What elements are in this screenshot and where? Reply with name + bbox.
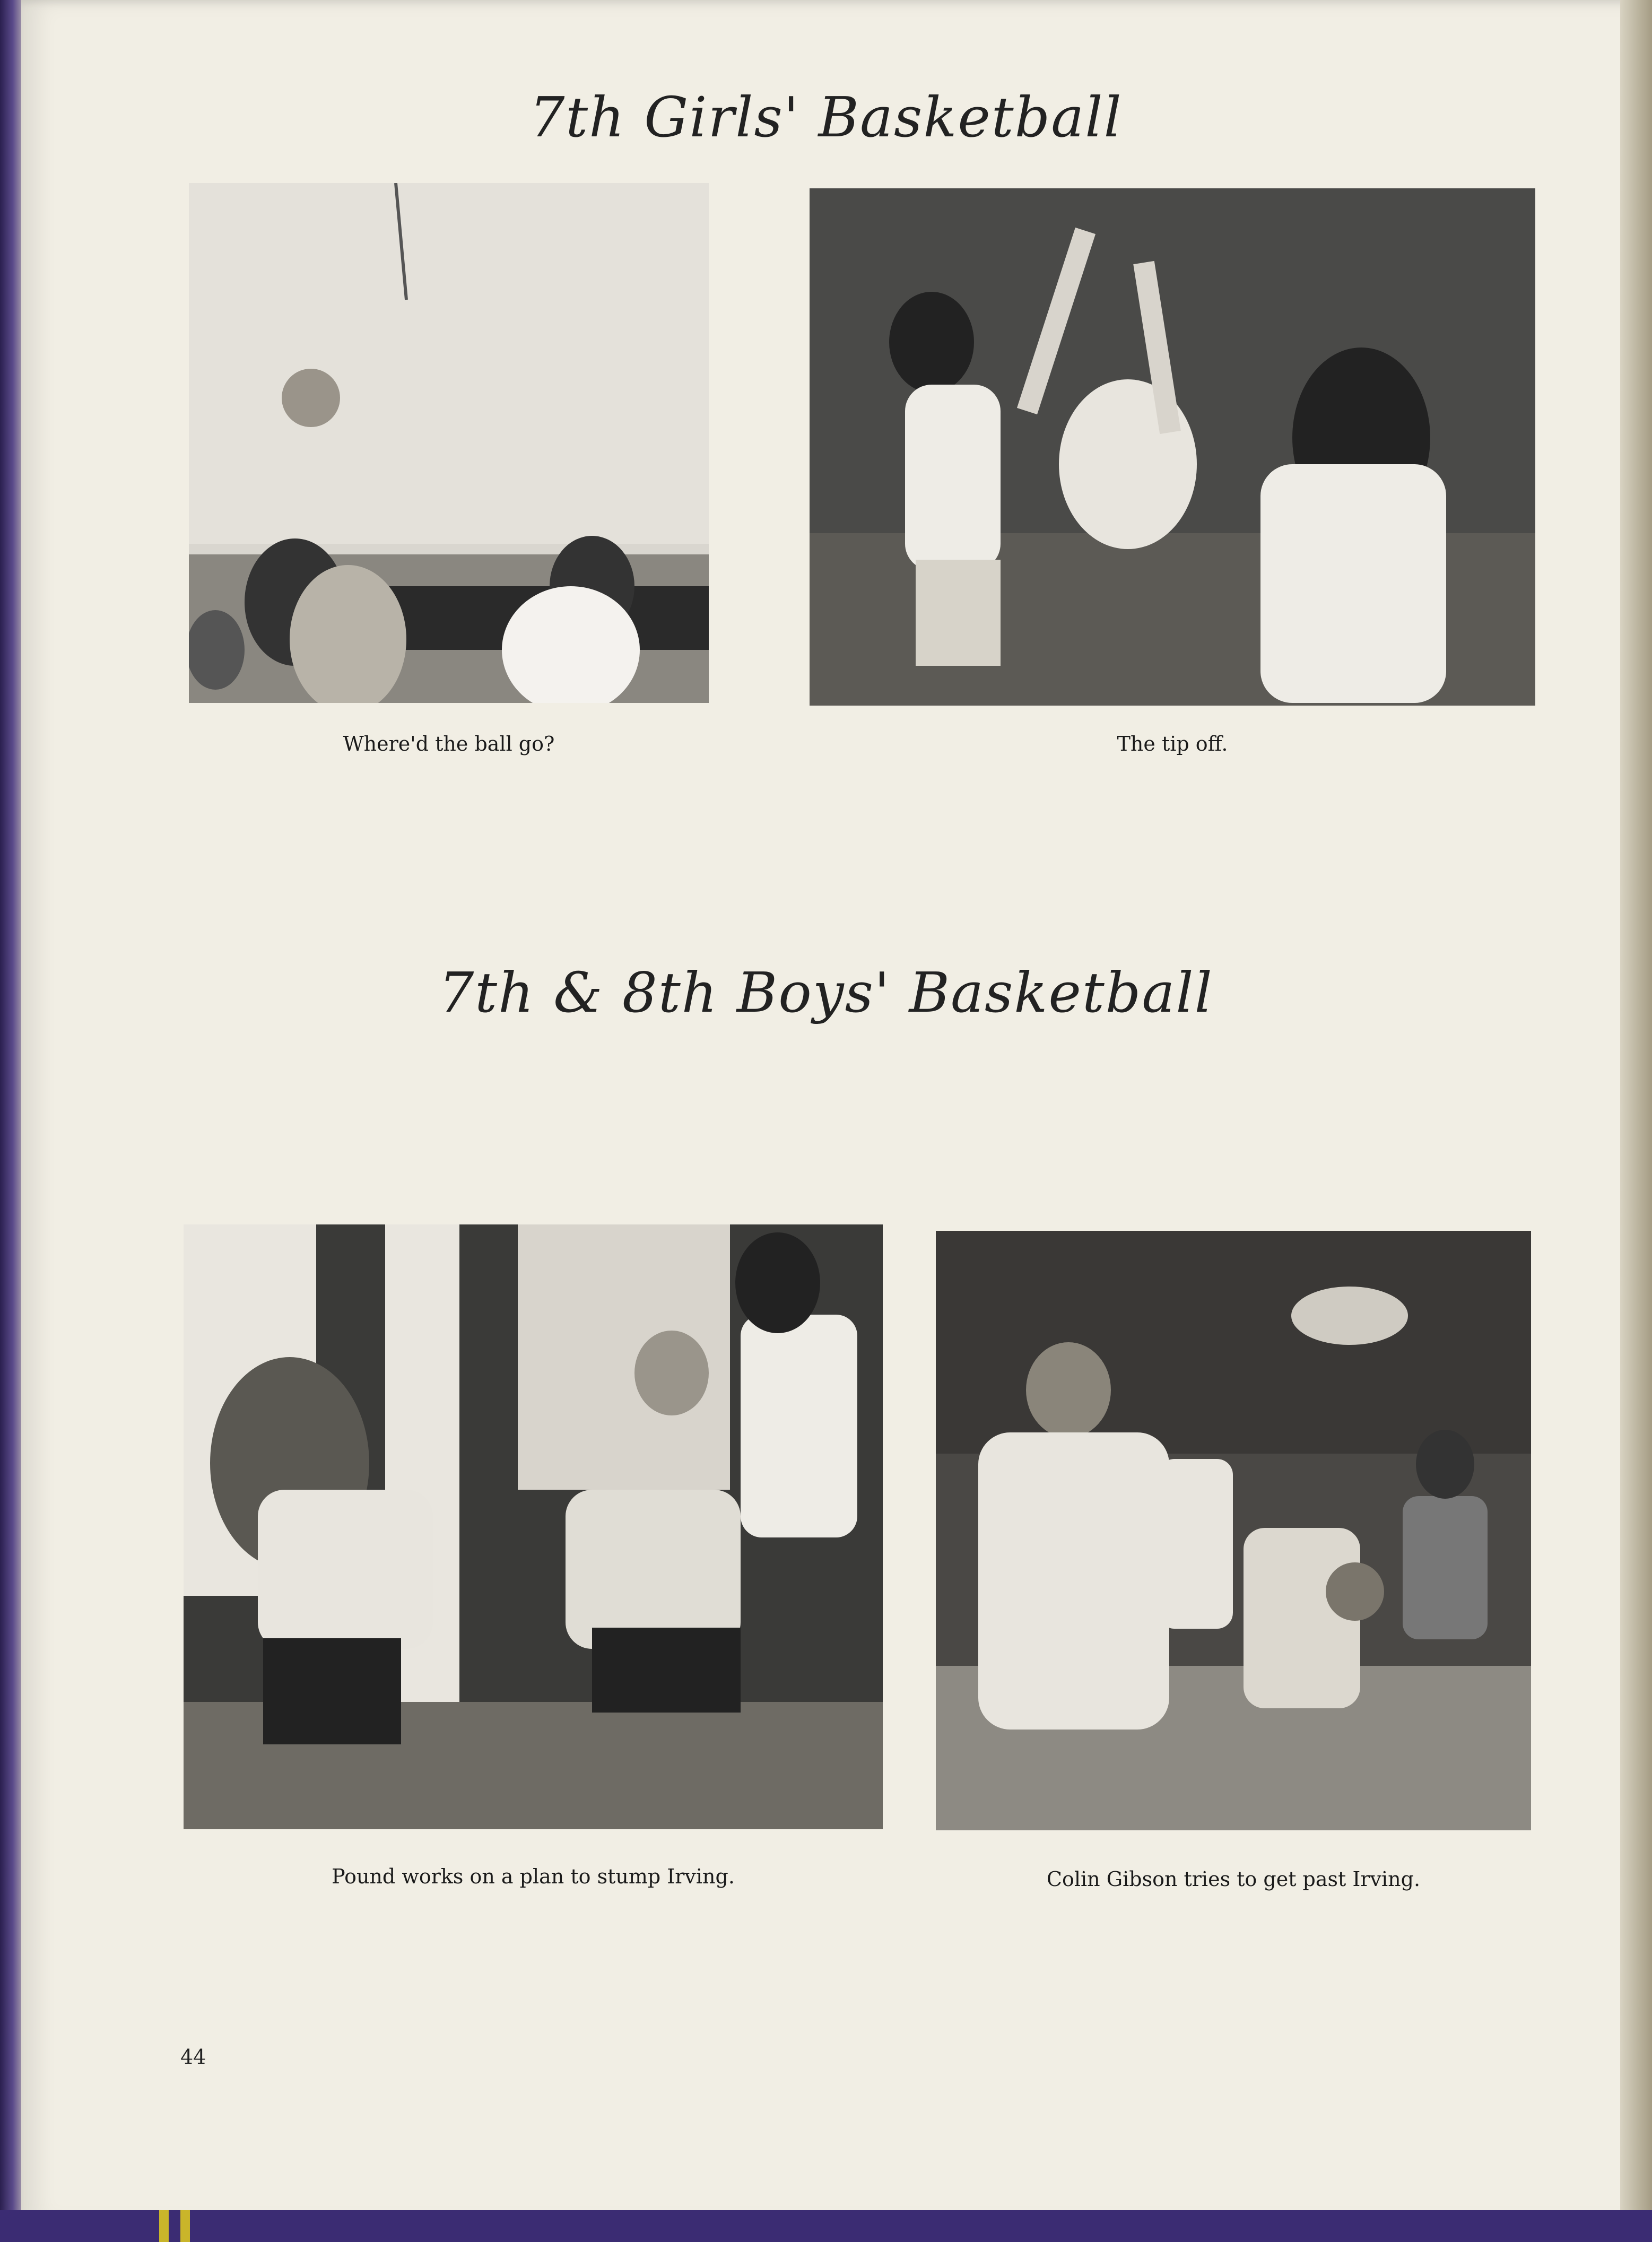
- photo-girls-jump: [189, 183, 709, 703]
- caption-photo-2: The tip off.: [1117, 732, 1228, 755]
- cover-stripe: [159, 2210, 169, 2242]
- caption-photo-1: Where'd the ball go?: [343, 732, 555, 755]
- cover-stripe: [180, 2210, 190, 2242]
- photo-colin-gibson: [936, 1231, 1531, 1830]
- boys-section-title: 7th & 8th Boys' Basketball: [439, 960, 1213, 1025]
- caption-photo-3: Pound works on a plan to stump Irving.: [332, 1865, 735, 1888]
- page-edge: [1620, 0, 1652, 2242]
- photo-tip-off: [810, 188, 1535, 706]
- photo-boys-plan: [184, 1224, 883, 1829]
- caption-photo-4: Colin Gibson tries to get past Irving.: [1046, 1867, 1421, 1891]
- page-number: 44: [180, 2045, 206, 2069]
- girls-section-title: 7th Girls' Basketball: [529, 85, 1123, 150]
- cover-edge: [0, 2210, 1652, 2242]
